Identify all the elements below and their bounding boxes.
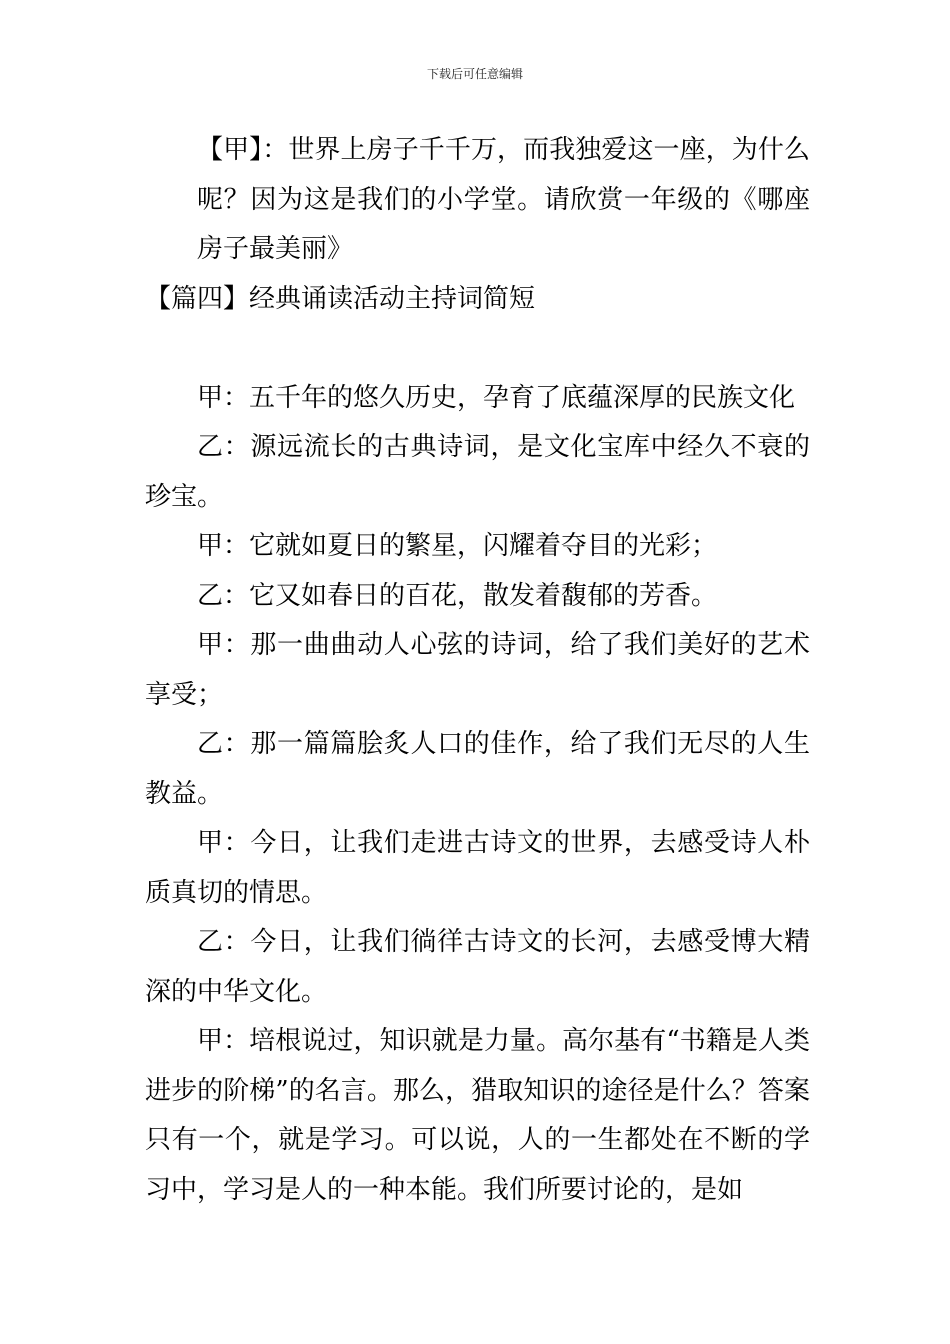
paragraph-intro — [145, 126, 810, 275]
paragraph: 乙：那一篇篇脍炙人口的佳作，给了我们无尽的人生教益。 — [145, 729, 810, 809]
blank-line — [145, 324, 810, 374]
paragraph: 乙：今日，让我们徜徉古诗文的长河，去感受博大精深的中华文化。 — [145, 927, 810, 1007]
paragraph: 乙：源远流长的古典诗词，是文化宝库中经久不衰的珍宝。 — [145, 432, 810, 512]
paragraph: 乙：它又如春日的百花，散发着馥郁的芳香。 — [197, 580, 718, 611]
paragraph-intro-text: 【甲】：世界上房子千千万，而我独爱这一座，为什么呢？因为这是我们的小学堂。请欣赏一年级的《哪座房子最美丽》 — [197, 135, 810, 264]
paragraph: 甲：那一曲曲动人心弦的诗词，给了我们美好的艺术享受； — [145, 630, 810, 710]
document-body — [145, 126, 810, 1215]
header-note: 下载后可任意编辑 — [426, 67, 523, 81]
paragraph: 甲：今日，让我们走进古诗文的世界，去感受诗人朴质真切的情思。 — [145, 828, 810, 908]
paragraph: 甲：它就如夏日的繁星，闪耀着夺目的光彩； — [197, 531, 718, 561]
paragraph: 甲：培根说过，知识就是力量。高尔基有“书籍是人类进步的阶梯”的名言。那么，猎取知识的途径是什么？答案只有一个，就是学习。可以说，人的一生都处在不断的学习中，学习是人的一种本能。我们所要讨论的，是如 — [145, 1026, 810, 1205]
section-heading: 【篇四】经典诵读活动主持词简短 — [145, 283, 536, 314]
paragraph: 甲：五千年的悠久历史，孕育了底蕴深厚的民族文化 — [197, 382, 796, 413]
